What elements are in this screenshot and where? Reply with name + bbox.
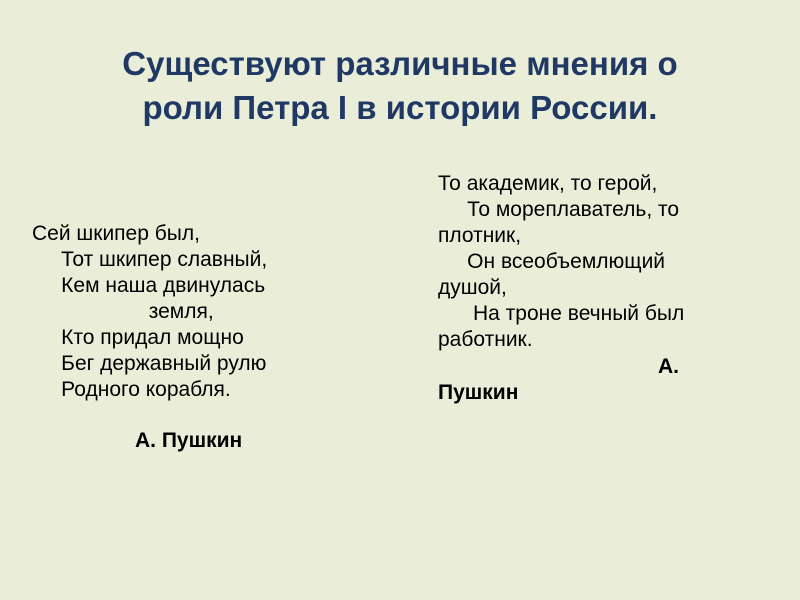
- title-line-2: роли Петра I в истории России.: [142, 89, 658, 126]
- poem-line: Кто придал мощно: [32, 326, 244, 349]
- title-line-1: Существуют различные мнения о: [122, 45, 678, 82]
- poem-line: плотник,: [438, 224, 522, 247]
- poem-line: Тот шкипер славный,: [32, 248, 268, 271]
- left-poem-author: А. Пушкин: [135, 429, 243, 452]
- poem-line: На троне вечный был: [438, 302, 685, 325]
- right-poem: [438, 171, 738, 353]
- poem-line: Кем наша двинулась: [32, 274, 266, 297]
- right-poem-author-surname: Пушкин: [438, 381, 519, 404]
- left-poem: [32, 221, 372, 403]
- poem-line: душой,: [438, 276, 507, 299]
- poem-line: работник.: [438, 328, 533, 351]
- slide-title: [40, 42, 760, 130]
- poem-line: Он всеобъемлющий: [438, 250, 666, 273]
- poem-line: Бег державный рулю: [32, 352, 267, 375]
- poem-line: То мореплаватель, то: [438, 198, 680, 221]
- right-poem-author-initial: А.: [658, 355, 679, 378]
- poem-line: Родного корабля.: [32, 378, 231, 401]
- poem-line: То академик, то герой,: [438, 172, 658, 195]
- poem-line: Сей шкипер был,: [32, 222, 200, 245]
- poem-line: земля,: [32, 300, 214, 323]
